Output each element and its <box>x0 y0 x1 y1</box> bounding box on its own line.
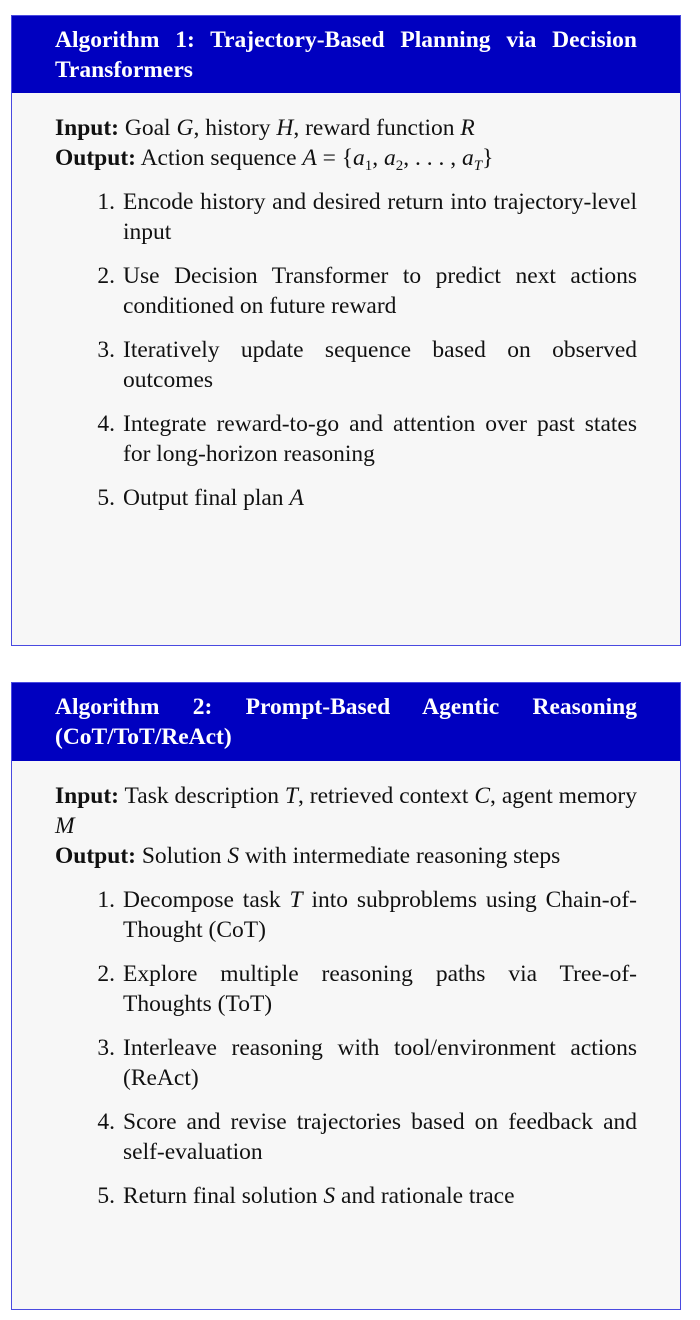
algorithm-2-title <box>12 683 680 761</box>
step-number: 1. <box>97 887 115 913</box>
input-text: Task description T, retrieved context C, agent memory M <box>55 783 637 839</box>
step-text: Decompose task T into subproblems using Chain-of-Thought (CoT) <box>123 887 637 943</box>
math-variable: T <box>289 887 303 913</box>
step-item <box>97 885 637 945</box>
algorithm-2-output <box>55 841 637 871</box>
math-variable: A <box>302 145 317 171</box>
algorithm-1-output <box>55 143 637 173</box>
algorithm-1-box <box>11 15 681 646</box>
step-number: 4. <box>97 1109 115 1135</box>
step-text: Output final plan A <box>123 485 304 511</box>
step-number: 5. <box>97 1183 115 1209</box>
step-text: Interleave reasoning with tool/environment actions (ReAct) <box>123 1035 637 1091</box>
step-item <box>97 409 637 469</box>
algorithm-2-body <box>12 761 680 1211</box>
output-label: Output: <box>55 843 136 869</box>
step-text: Use Decision Transformer to predict next actions conditioned on future reward <box>123 263 637 319</box>
step-item <box>97 335 637 395</box>
step-text: Explore multiple reasoning paths via Tree-of-Thoughts (ToT) <box>123 961 637 1017</box>
algorithm-2-steps <box>55 885 637 1211</box>
math-variable: $a_T$ <box>462 145 483 174</box>
step-text: Iteratively update sequence based on observed outcomes <box>123 337 637 393</box>
algorithm-1-input <box>55 113 637 143</box>
step-item <box>97 261 637 321</box>
input-label: Input: <box>55 115 120 141</box>
step-item <box>97 1107 637 1167</box>
algorithm-1-title <box>12 16 680 93</box>
math-variable: H <box>276 115 294 141</box>
step-text: Encode history and desired return into trajectory-level input <box>123 189 637 245</box>
output-label: Output: <box>55 145 136 171</box>
math-subscript: T <box>473 158 483 174</box>
step-item <box>97 1181 637 1211</box>
math-subscript: 1 <box>364 158 373 174</box>
math-variable: $a_2$ <box>384 145 404 174</box>
math-variable: A <box>289 485 304 511</box>
algorithm-2-input <box>55 781 637 841</box>
step-item <box>97 1033 637 1093</box>
step-number: 1. <box>97 189 115 215</box>
step-number: 3. <box>97 1035 115 1061</box>
algorithm-2-title-text: Algorithm 2: Prompt-Based Agentic Reasoning (CoT/ToT/ReAct) <box>55 694 637 750</box>
algorithm-1-body <box>12 93 680 513</box>
step-number: 4. <box>97 411 115 437</box>
math-variable: R <box>460 115 475 141</box>
math-variable: C <box>474 783 491 809</box>
step-number: 3. <box>97 337 115 363</box>
math-variable: M <box>55 813 75 839</box>
step-item <box>97 959 637 1019</box>
input-label: Input: <box>55 783 120 809</box>
step-item <box>97 187 637 247</box>
algorithm-1-title-text: Algorithm 1: Trajectory-Based Planning via Decision Transformers <box>55 27 637 83</box>
algorithm-2-box <box>11 682 681 1310</box>
step-item <box>97 483 637 513</box>
step-text: Score and revise trajectories based on feedback and self-evaluation <box>123 1109 637 1165</box>
algorithm-1-steps <box>55 187 637 513</box>
input-text: Goal G, history H, reward function R <box>124 115 475 141</box>
math-variable: S <box>227 843 240 869</box>
output-text: Action sequence $A = \{a_1$, $a_2$, . . . , $a_T$} <box>140 145 494 174</box>
math-variable: $a_1$ <box>353 145 373 174</box>
math-variable: T <box>284 783 298 809</box>
step-number: 5. <box>97 485 115 511</box>
math-subscript: 2 <box>395 158 404 174</box>
math-variable: S <box>323 1183 336 1209</box>
math-variable: G <box>176 115 194 141</box>
step-number: 2. <box>97 263 115 289</box>
output-text: Solution S with intermediate reasoning steps <box>141 843 561 869</box>
step-text: Integrate reward-to-go and attention over past states for long-horizon reasoning <box>123 411 637 467</box>
step-text: Return final solution S and rationale trace <box>123 1183 515 1209</box>
step-number: 2. <box>97 961 115 987</box>
